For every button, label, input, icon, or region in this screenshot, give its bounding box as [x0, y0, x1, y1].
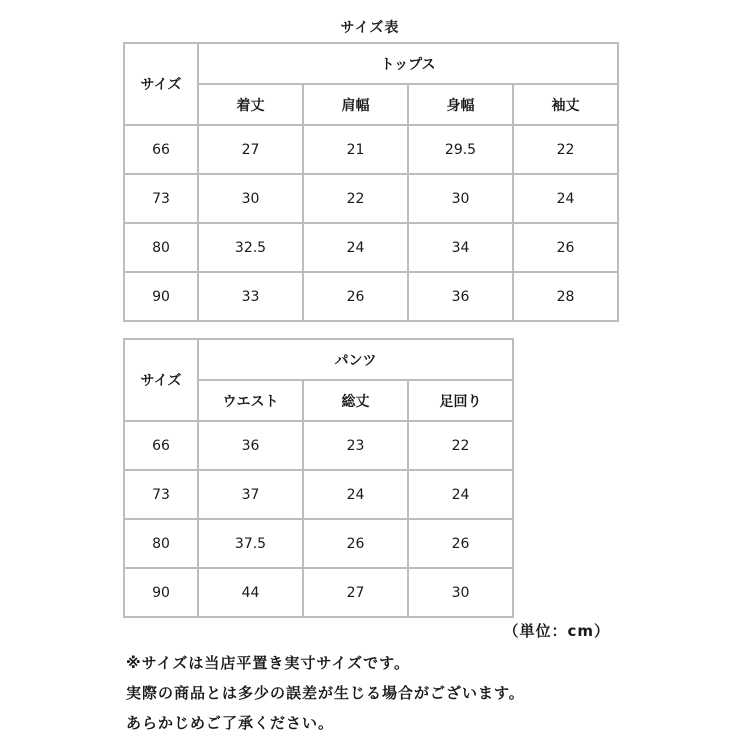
value-cell: 22: [408, 421, 513, 470]
pants-section-header: パンツ: [198, 339, 513, 380]
value-cell: 26: [303, 519, 408, 568]
size-cell: 80: [124, 519, 198, 568]
value-cell: 24: [303, 223, 408, 272]
value-cell: 28: [513, 272, 618, 321]
value-cell: 27: [198, 125, 303, 174]
size-cell: 73: [124, 174, 198, 223]
value-cell: 33: [198, 272, 303, 321]
value-cell: 23: [303, 421, 408, 470]
tops-size-header: サイズ: [124, 43, 198, 125]
tops-section-header: トップス: [198, 43, 618, 84]
pants-size-header: サイズ: [124, 339, 198, 421]
value-cell: 26: [303, 272, 408, 321]
size-cell: 90: [124, 568, 198, 617]
table-row: [124, 519, 513, 568]
table-row: [124, 125, 618, 174]
value-cell: 36: [198, 421, 303, 470]
table-row: [124, 272, 618, 321]
table-row: [124, 421, 513, 470]
size-cell: 66: [124, 125, 198, 174]
table-row: [124, 174, 618, 223]
size-cell: 66: [124, 421, 198, 470]
note-line: あらかじめご了承ください。: [126, 714, 335, 732]
tops-column-header: 袖丈: [513, 84, 618, 125]
value-cell: 37.5: [198, 519, 303, 568]
value-cell: 22: [303, 174, 408, 223]
notes: [126, 650, 525, 740]
note-line: 実際の商品とは多少の誤差が生じる場合がございます。: [126, 684, 525, 702]
value-cell: 24: [303, 470, 408, 519]
value-cell: 32.5: [198, 223, 303, 272]
size-cell: 90: [124, 272, 198, 321]
size-cell: 73: [124, 470, 198, 519]
value-cell: 30: [198, 174, 303, 223]
table-row: [124, 223, 618, 272]
tops-size-table: [123, 42, 619, 322]
table-row: [124, 470, 513, 519]
value-cell: 24: [408, 470, 513, 519]
value-cell: 37: [198, 470, 303, 519]
pants-size-table: [123, 338, 514, 618]
value-cell: 30: [408, 174, 513, 223]
tops-column-header: 肩幅: [303, 84, 408, 125]
pants-column-header: 足回り: [408, 380, 513, 421]
value-cell: 29.5: [408, 125, 513, 174]
value-cell: 34: [408, 223, 513, 272]
value-cell: 36: [408, 272, 513, 321]
pants-column-header: ウエスト: [198, 380, 303, 421]
value-cell: 21: [303, 125, 408, 174]
unit-note: （単位：cm）: [503, 622, 610, 640]
value-cell: 44: [198, 568, 303, 617]
page-title: サイズ表: [340, 20, 400, 36]
value-cell: 27: [303, 568, 408, 617]
size-cell: 80: [124, 223, 198, 272]
value-cell: 24: [513, 174, 618, 223]
note-line: ※サイズは当店平置き実寸サイズです。: [126, 654, 410, 672]
tops-column-header: 着丈: [198, 84, 303, 125]
tops-column-header: 身幅: [408, 84, 513, 125]
value-cell: 26: [513, 223, 618, 272]
pants-column-header: 総丈: [303, 380, 408, 421]
table-row: [124, 568, 513, 617]
value-cell: 26: [408, 519, 513, 568]
value-cell: 30: [408, 568, 513, 617]
value-cell: 22: [513, 125, 618, 174]
